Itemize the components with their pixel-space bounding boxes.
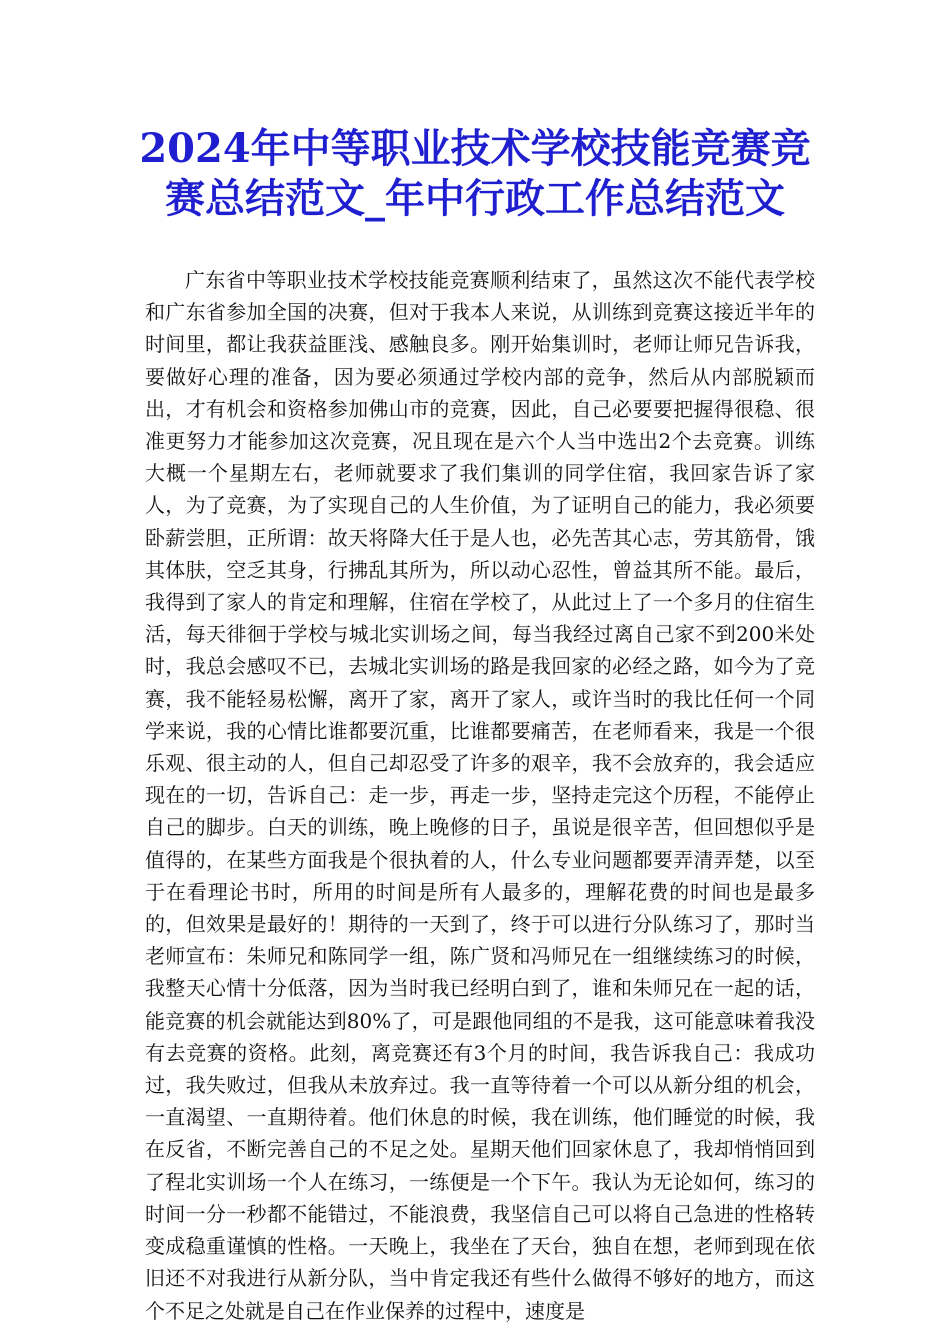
document-title: 2024年中等职业技术学校技能竞赛竞赛总结范文_年中行政工作总结范文 <box>139 125 811 222</box>
body-paragraph: 广东省中等职业技术学校技能竞赛顺利结束了，虽然这次不能代表学校和广东省参加全国的决赛，但对于我本人来说，从训练到竞赛这接近半年的时间里，都让我获益匪浅、感触良多。刚开始集训时，老师让师兄告诉我，要做好心理的准备，因为要必须通过学校内部的竞争，然后从内部脱颖而出，才有机会和资格参加佛山市的竞赛，因此，自己必要要把握得很稳、很准更努力才能参加这次竞赛，况且现在是六个人当中选出2个去竞赛。训练大概一个星期左右，老师就要求了我们集训的同学住宿，我回家告诉了家人，为了竞赛，为了实现自己的人生价值，为了证明自己的能力，我必须要卧薪尝胆，正所谓：故天将降大任于是人也，必先苦其心志，劳其筋骨，饿其体肤，空乏其身，行拂乱其所为，所以动心忍性，曾益其所不能。最后，我得到了家人的肯定和理解，住宿在学校了，从此过上了一个多月的住宿生活，每天徘徊于学校与城北实训场之间，每当我经过离自己家不到200米处时，我总会感叹不已，去城北实训场的路是我回家的必经之路，如今为了竞赛，我不能轻易松懈，离开了家，离开了家人，或许当时的我比任何一个同学来说，我的心情比谁都要沉重，比谁都要痛苦，在老师看来，我是一个很乐观、很主动的人，但自己却忍受了许多的艰辛，我不会放弃的，我会适应现在的一切，告诉自己：走一步，再走一步，坚持走完这个历程，不能停止自己的脚步。白天的训练，晚上晚修的日子，虽说是很辛苦，但回想似乎是值得的，在某些方面我是个很执着的人，什么专业问题都要弄清弄楚，以至于在看理论书时，所用的时间是所有人最多的，理解花费的时间也是最多的，但效果是最好的！期待的一天到了，终于可以进行分队练习了，那时当老师宣布：朱师兄和陈同学一组，陈广贤和冯师兄在一组继续练习的时候，我整天心情十分低落，因为当时我已经明白到了，谁和朱师兄在一起的话，能竞赛的机会就能达到80%了，可是跟他同组的不是我，这可能意味着我没有去竞赛的资格。此刻，离竞赛还有3个月的时间，我告诉我自己：我成功过，我失败过，但我从未放弃过。我一直等待着一个可以从新分组的机会，一直渴望、一直期待着。他们休息的时候，我在训练，他们睡觉的时候，我在反省，不断完善自己的不足之处。星期天他们回家休息了，我却悄悄回到了程北实训场一个人在练习，一练便是一个下午。我认为无论如何，练习的时间一分一秒都不能错过，不能浪费，我坚信自己可以将自己急进的性格转变成稳重谨慎的性格。一天晚上，我坐在了天台，独自在想，老师到现在依旧还不对我进行从新分队，当中肯定我还有些什么做得不够好的地方，而这个不足之处就是自己在作业保养的过程中，速度是 <box>145 268 815 1323</box>
